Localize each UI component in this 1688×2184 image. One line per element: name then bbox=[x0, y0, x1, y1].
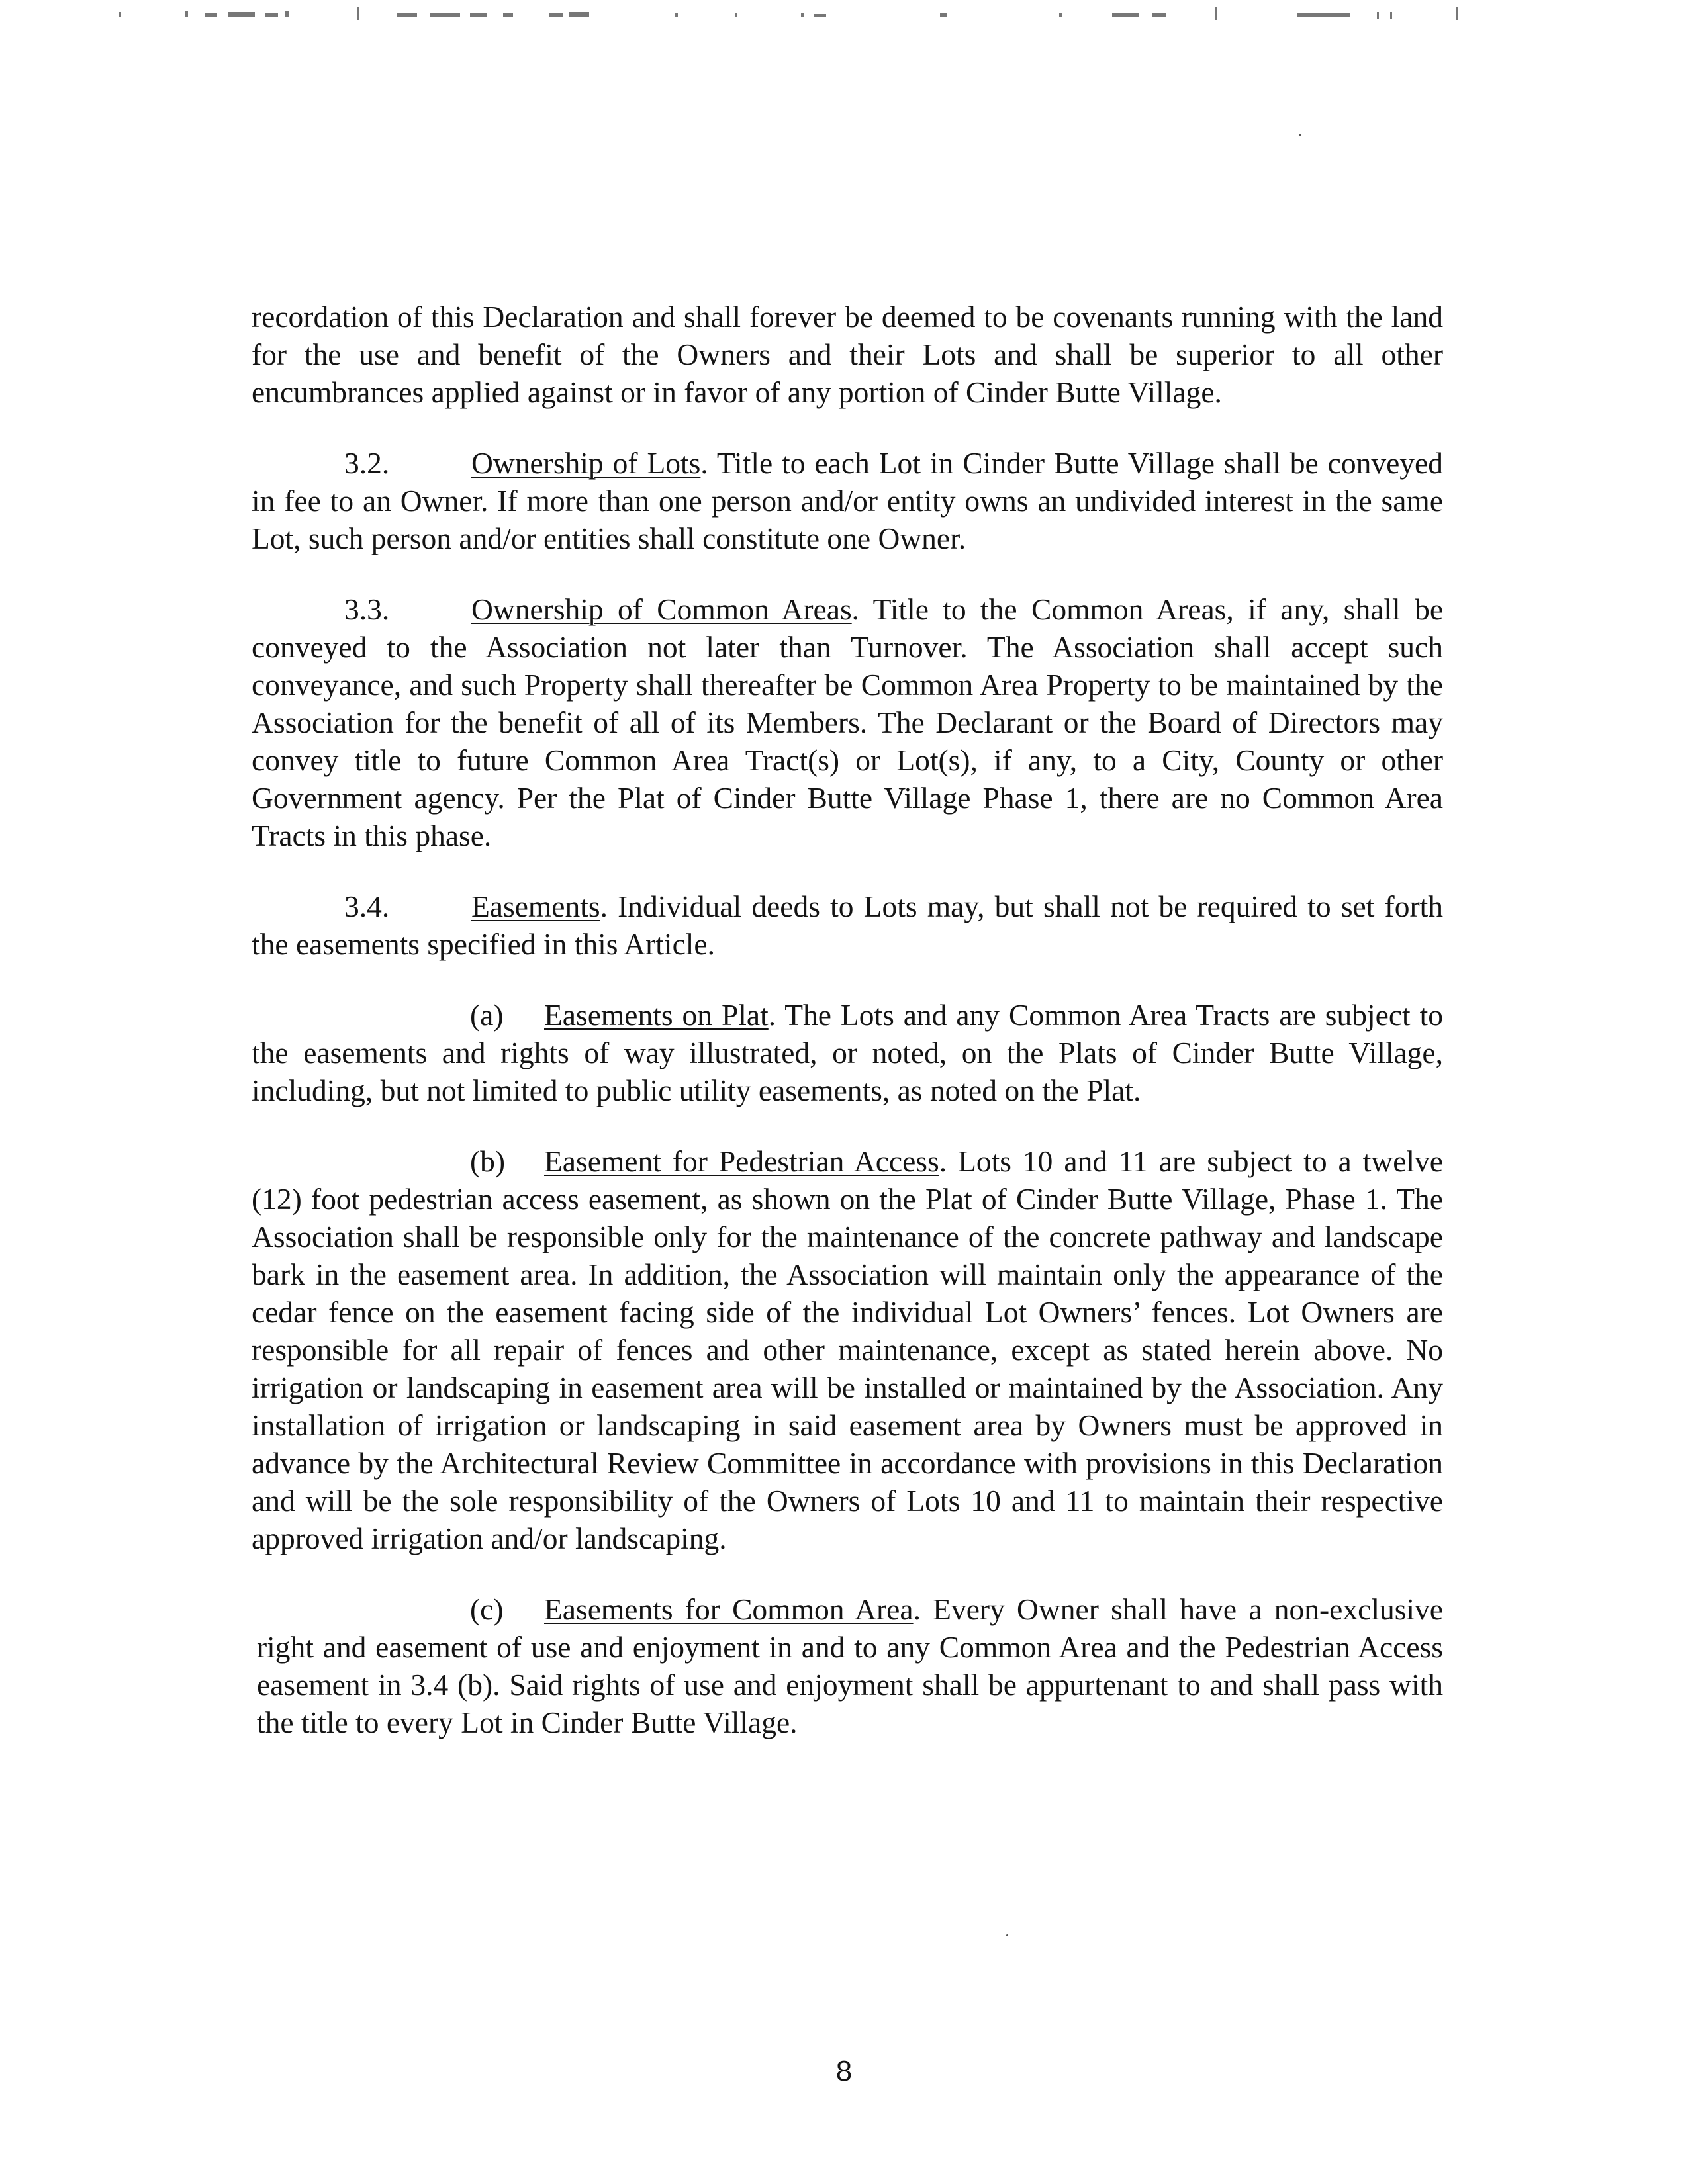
section-text: . Title to each Lot in Cinder Butte Village shall be conveyed in fee to an Owner. If more than one person and/or entity owns an undivided interest in the same Lot, such person and/or entities shall constitute one Owner. bbox=[252, 446, 1443, 555]
section-number: 3.2. bbox=[344, 446, 390, 480]
paragraph-intro-text: recordation of this Declaration and shall forever be deemed to be covenants running with the land for the use and benefit of the Owners and their Lots and shall be superior to all other encumbrances applied against or in favor of any portion of Cinder Butte Village. bbox=[252, 300, 1443, 409]
section-number: 3.3. bbox=[344, 592, 390, 626]
subsection-text: . Lots 10 and 11 are subject to a twelve (12) foot pedestrian access easement, as shown on the Plat of Cinder Butte Village, Phase 1. The Association shall be responsible only for the maintenance of the concrete pathway and landscape bark in the easement area. In addition, the Association will maintain only the appearance of the cedar fence on the easement facing side of the individual Lot Owners’ fences. Lot Owners are responsible for all repair of fences and other maintenance, except as stated herein above. No irrigation or landscaping in easement area will be installed or maintained by the Association. Any installation of irrigation or landscaping in said easement area by Owners must be approved in advance by the Architectural Review Committee in accordance with provisions in this Declaration and will be the sole responsibility of the Owners of Lots 10 and 11 to maintain their respective approved irrigation and/or landscaping. bbox=[252, 1144, 1443, 1555]
subsection-letter: (c) bbox=[470, 1592, 504, 1626]
subsection-a bbox=[252, 996, 1443, 1109]
section-title: Easements bbox=[471, 889, 600, 923]
subsection-text: . The Lots and any Common Area Tracts are subject to the easements and rights of way illustrated, or noted, on the Plats of Cinder Butte Village, including, but not limited to public utility easements, as noted on the Plat. bbox=[252, 998, 1444, 1107]
subsection-text: . Every Owner shall have a non-exclusive right and easement of use and enjoyment in and to any Common Area and the Pedestrian Access easement in 3.4 (b). Said rights of use and enjoyment shall be appurtenant to and shall pass with the title to every Lot in Cinder Butte Village. bbox=[257, 1592, 1443, 1739]
section-3-2 bbox=[252, 444, 1443, 557]
section-3-3 bbox=[252, 590, 1443, 854]
scan-speck bbox=[1299, 134, 1301, 136]
subsection-letter: (b) bbox=[470, 1144, 506, 1178]
section-text: . Title to the Common Areas, if any, shall be conveyed to the Association not later than Turnover. The Association shall accept such conveyance, and such Property shall thereafter be Common Area Property to be maintained by the Association for the benefit of all of its Members. The Declarant or the Board of Directors may convey title to future Common Area Tract(s) or Lot(s), if any, to a City, County or other Government agency. Per the Plat of Cinder Butte Village Phase 1, there are no Common Area Tracts in this phase. bbox=[252, 592, 1444, 852]
subsection-c bbox=[252, 1590, 1443, 1741]
section-text: . Individual deeds to Lots may, but shall not be required to set forth the easements specified in this Article. bbox=[252, 889, 1443, 961]
section-3-4 bbox=[252, 887, 1443, 963]
subsection-title: Easement for Pedestrian Access bbox=[544, 1144, 939, 1178]
section-title: Ownership of Common Areas bbox=[471, 592, 852, 626]
document-body bbox=[252, 298, 1443, 1774]
paragraph-intro bbox=[252, 298, 1443, 411]
section-title: Ownership of Lots bbox=[471, 446, 701, 480]
subsection-title: Easements for Common Area bbox=[544, 1592, 914, 1626]
subsection-letter: (a) bbox=[470, 998, 504, 1032]
scan-artifact-top-edge bbox=[0, 0, 1688, 26]
subsection-b bbox=[252, 1142, 1443, 1557]
scan-speck bbox=[1006, 1934, 1008, 1936]
section-number: 3.4. bbox=[344, 889, 390, 923]
page-number: 8 bbox=[835, 2055, 853, 2087]
subsection-title: Easements on Plat bbox=[544, 998, 769, 1032]
